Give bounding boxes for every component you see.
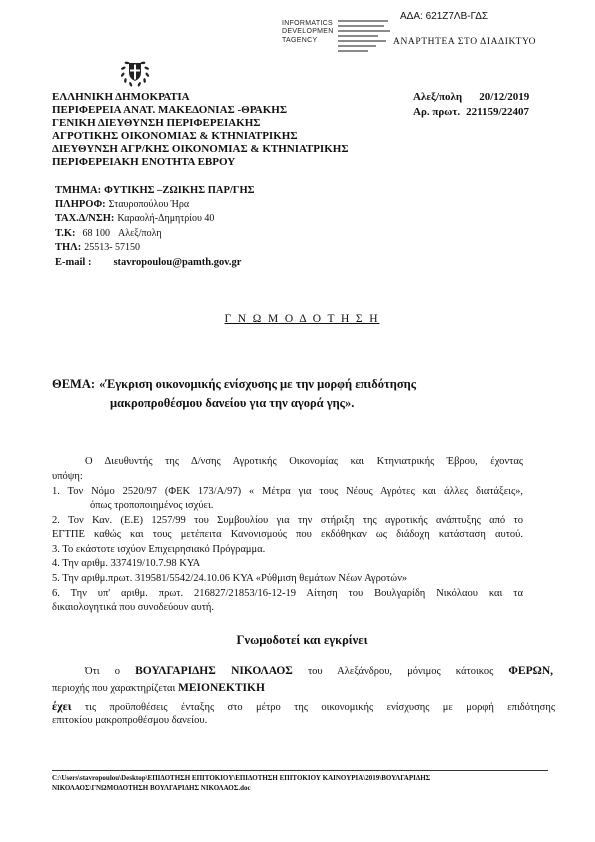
signature-text-mark <box>338 50 368 52</box>
protocol-label: Αρ. πρωτ. <box>413 106 461 118</box>
authority-line-5: ΔΙΕΥΘΥΝΣΗ ΑΓΡ/ΚΗΣ ΟΙΚΟΝΟΜΙΑΣ & ΚΤΗΝΙΑΤΡΙΚΗΣ <box>52 143 349 155</box>
decision-text: περιοχής που χαρακτηρίζεται <box>52 683 176 694</box>
greek-coat-of-arms-icon <box>120 57 150 87</box>
date-line <box>413 91 529 104</box>
footer-divider <box>52 770 548 771</box>
phone-label: ΤΗΛ: <box>55 242 82 253</box>
body-line-8: 4. Την αριθμ. 337419/10.7.98 ΚΥΑ <box>52 558 201 569</box>
decision-text: του Αλεξάνδρου, μόνιμος κάτοικος <box>307 666 494 677</box>
decision-line-1 <box>85 665 553 679</box>
postcode-label: Τ.Κ: <box>55 228 76 239</box>
protocol-value: 221159/22407 <box>466 106 530 118</box>
decision-text: Ότι ο <box>85 666 121 677</box>
signature-text-mark <box>338 20 388 22</box>
decision-verb: έχει <box>52 699 72 713</box>
subject-label: ΘΕΜΑ: <box>52 377 96 391</box>
subject-text-1: «Έγκριση οικονομικής ενίσχυσης με την μορφή επιδότησης <box>99 377 417 391</box>
address-value: Καραολή-Δημητρίου 40 <box>117 213 215 224</box>
body-line-9: 5. Την αριθμ.πρωτ. 319581/5542/24.10.06 ΚΥΑ «Ρύθμιση θεμάτων Νέων Αγροτών» <box>52 573 408 584</box>
body-line-5: 2. Τον Καν. (Ε.Ε) 1257/99 του Συμβουλίου για την στήριξη της αγροτικής ανάπτυξης από το <box>52 515 523 526</box>
signature-text-mark <box>338 40 386 42</box>
body-line-1: Ο Διευθυντής της Δ/νσης Αγροτικής Οικονομίας και Κτηνιατρικής Έβρου, έχοντας <box>85 456 523 467</box>
protocol-line <box>413 106 529 119</box>
decision-line-2 <box>52 682 265 696</box>
email-label: E-mail : <box>55 257 92 268</box>
signature-text-mark <box>338 30 390 32</box>
subject-line-2: μακροπροθέσμου δανείου για την αγορά γης». <box>110 396 355 410</box>
applicant-name: ΒΟΥΛΓΑΡΙΔΗΣ ΝΙΚΟΛΑΟΣ <box>135 665 293 677</box>
ada-code: ΑΔΑ: 621Ζ7ΛΒ-ΓΔΣ <box>400 11 489 22</box>
body-line-11: δικαιολογητικά που συνοδεύουν αυτή. <box>52 602 215 613</box>
authority-line-2: ΠΕΡΙΦΕΡΕΙΑ ΑΝΑΤ. ΜΑΚΕΔΟΝΙΑΣ -ΘΡΑΚΗΣ <box>52 104 288 116</box>
area-type: ΜΕΙΟΝΕΚΤΙΚΗ <box>178 682 265 694</box>
signing-agency-logo-line-2: DEVELOPMEN <box>282 28 334 35</box>
authority-line-1: ΕΛΛΗΝΙΚΗ ΔΗΜΟΚΡΑΤΙΑ <box>52 91 190 103</box>
department-label: ΤΜΗΜΑ: <box>55 185 102 196</box>
phone-line <box>55 242 140 255</box>
info-label: ΠΛΗΡΟΦ: <box>55 199 106 210</box>
decision-heading: Γνωμοδοτεί και εγκρίνει <box>236 633 368 647</box>
date-value: 20/12/2019 <box>479 91 530 103</box>
info-value: Σταυροπούλου Ήρα <box>108 199 190 210</box>
email-line <box>55 257 241 270</box>
body-line-7: 3. Το εκάστοτε ισχύον Επιχειρησιακό Πρόγραμμα. <box>52 544 266 555</box>
decision-line-4: επιτοκίου μακροπροθέσμου δανείου. <box>52 715 208 726</box>
department-value: ΦΥΤΙΚΗΣ –ΖΩΙΚΗΣ ΠΑΡ/ΓΗΣ <box>104 185 255 196</box>
signature-text-mark <box>338 25 384 27</box>
decision-line-3 <box>52 699 555 715</box>
department-line <box>55 185 255 198</box>
shield <box>129 63 141 81</box>
residence-place: ΦΕΡΩΝ, <box>508 665 553 677</box>
posting-notice: ΑΝΑΡΤΗΤΕΑ ΣΤΟ ΔΙΑΔΙΚΤΥΟ <box>393 37 537 47</box>
body-line-4: όπως τροποποιημένος ισχύει. <box>90 500 214 511</box>
document-title <box>52 313 552 327</box>
signature-text-mark <box>338 35 378 37</box>
address-label: ΤΑΧ.Δ/ΝΣΗ: <box>55 213 115 224</box>
body-line-10: 6. Την υπ' αριθμ. πρωτ. 216827/21853/16-12-19 Αίτηση του Βουλγαρίδη Νικόλαου και τα <box>52 588 523 599</box>
postcode-value: 68 100 <box>82 228 111 239</box>
email-value: stavropoulou@pamth.gov.gr <box>113 257 242 268</box>
body-line-6: ΕΓΤΠΕ καθώς και τους μετέπειτα Κανονισμούς που εκδόθηκαν ως διάδοχη κατάσταση αυτού. <box>52 529 523 540</box>
postcode-line <box>55 228 162 241</box>
signing-agency-logo-line-3: TAGENCY <box>282 37 318 44</box>
subject-line-1 <box>52 377 416 392</box>
address-line <box>55 213 214 226</box>
signature-text-mark <box>338 45 376 47</box>
authority-line-4: ΑΓΡΟΤΙΚΗΣ ΟΙΚΟΝΟΜΙΑΣ & ΚΤΗΝΙΑΤΡΙΚΗΣ <box>52 130 298 142</box>
authority-line-6: ΠΕΡΙΦΕΡΕΙΑΚΗ ΕΝΟΤΗΤΑ ΕΒΡΟΥ <box>52 156 236 168</box>
digital-signature-stamp-icon <box>338 19 392 57</box>
authority-line-3: ΓΕΝΙΚΗ ΔΙΕΥΘΥΝΣΗ ΠΕΡΙΦΕΡΕΙΑΚΗΣ <box>52 117 261 129</box>
date-label: Αλεξ/πολη <box>413 91 463 103</box>
body-line-3: 1. Τον Νόμο 2520/97 (ΦΕΚ 173/Α/97) « Μέτρα για τους Νέους Αγρότες και άλλες διατάξεις», <box>52 486 523 497</box>
footer-file-path-1: C:\Users\stavropoulou\Desktop\ΕΠΙΔΟΤΗΣΗ ΕΠΙΤΟΚΙΟΥ\ΕΠΙΔΟΤΗΣΗ ΕΠΙΤΟΚΙΟΥ ΚΑΙΝΟΥΡΙΑ\2019\ΒΟΥΛΓΑΡΙΔΗΣ <box>52 774 431 782</box>
footer-file-path-2: ΝΙΚΟΛΑΟΣ\ΓΝΩΜΟΔΟΤΗΣΗ ΒΟΥΛΓΑΡΙΔΗΣ ΝΙΚΟΛΑΟΣ.doc <box>52 784 251 792</box>
phone-value: 25513- 57150 <box>84 242 141 253</box>
info-line <box>55 199 189 212</box>
document-title-text: Γ Ν Ω Μ Ο Δ Ο Τ Η Σ Η <box>224 313 380 325</box>
signing-agency-logo-line-1: INFORMATICS <box>282 20 334 27</box>
decision-text: τις προϋποθέσεις ένταξης στο μέτρο της οικονομικής ενίσχυσης με μορφή επιδότησης <box>84 702 555 713</box>
city-value: Αλεξ/πολη <box>118 228 162 239</box>
body-line-2: υπόψη: <box>52 471 83 482</box>
